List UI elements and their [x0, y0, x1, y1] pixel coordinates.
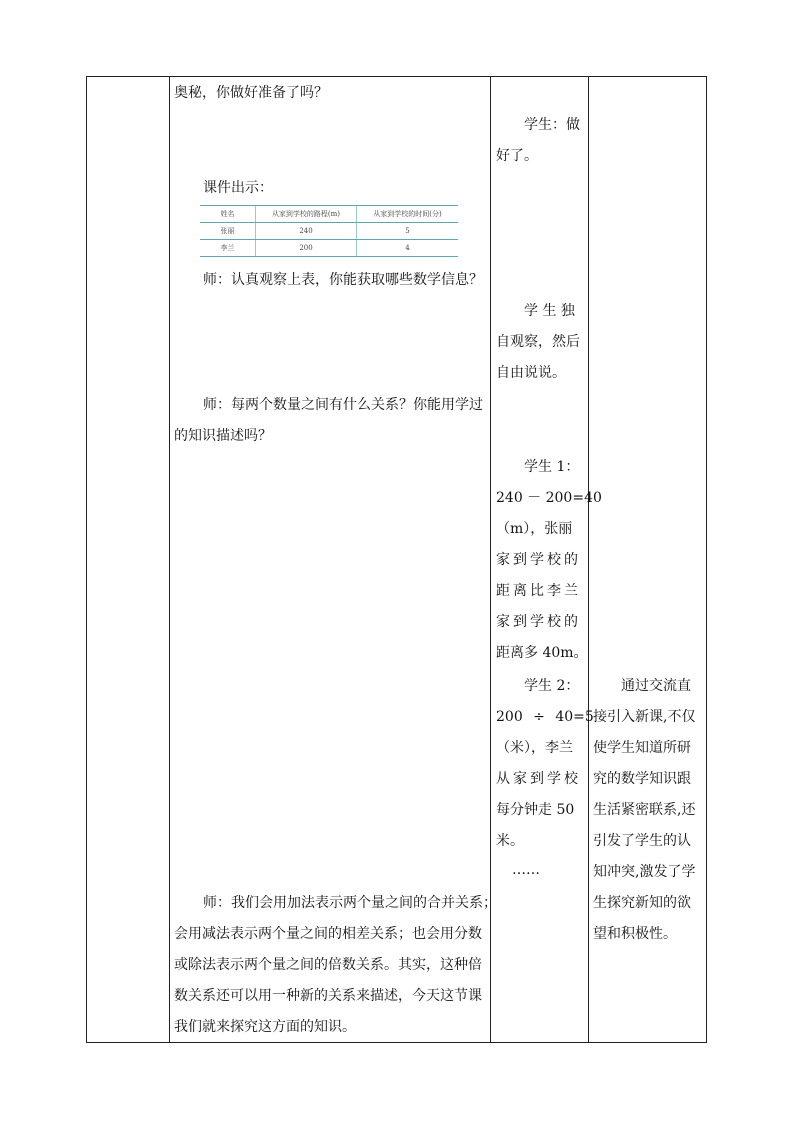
ellipsis: …… [512, 862, 540, 878]
table-row [200, 240, 458, 257]
text-line: 使学生知道所研 [593, 740, 691, 756]
summary-line: 会用减法表示两个量之间的相差关系；也会用分数 [174, 926, 482, 942]
column-divider-3 [588, 77, 589, 1042]
text-line: 好了。 [496, 148, 538, 164]
text-line: 自观察，然后 [496, 334, 580, 350]
table-header-row [200, 206, 458, 223]
question-1: 师：认真观察上表，你能获取哪些数学信息？ [203, 272, 483, 288]
text-line: 家到学校的 [496, 552, 581, 568]
text-line: 240 － 200=40 [496, 490, 602, 506]
text-line: 从家到学校 [496, 771, 581, 787]
text-line: 每分钟走 50 [496, 802, 575, 818]
teacher-summary [174, 888, 497, 1043]
text-line: 学生 1： [524, 459, 580, 475]
text-line: 生活紧密联系,还 [593, 802, 696, 818]
text-line: 学生 2： [524, 678, 580, 694]
text-line: 知冲突,激发了学 [593, 864, 696, 880]
text-line: 家到学校的 [496, 614, 581, 630]
summary-line: 我们就来探究这方面的知识。 [174, 1019, 356, 1035]
student-observe [496, 296, 582, 389]
table-header-cell: 姓名 [200, 206, 256, 223]
student-answer-2 [496, 671, 594, 857]
text-line: 自由说说。 [496, 365, 566, 381]
text-line: （m），张丽 [496, 521, 573, 537]
student-reply-1 [496, 110, 582, 172]
text-line: 通过交流直 [621, 678, 691, 694]
text-line: 米。 [496, 833, 524, 849]
question-2-line-2: 的知识描述吗？ [174, 428, 272, 444]
text-line: 距离比李兰 [496, 583, 581, 599]
text-line: （米），李兰 [496, 740, 573, 756]
text-line: 引发了学生的认 [593, 833, 691, 849]
design-intent [593, 671, 703, 950]
table-header-cell: 从家到学校的时间(分) [357, 206, 459, 223]
table-row [200, 223, 458, 240]
text-line: 接引入新课,不仅 [593, 709, 696, 725]
table-cell: 200 [256, 240, 357, 257]
summary-line: 或除法表示两个量之间的倍数关系。其实，这种倍 [174, 957, 482, 973]
text-line: 生探究新知的欲 [593, 895, 691, 911]
text-line: 距离多 40m。 [496, 645, 588, 661]
table-cell: 张丽 [200, 223, 256, 240]
text-line: 学生：做 [524, 117, 580, 133]
distance-time-table [200, 205, 458, 257]
table-header-cell: 从家到学校的路程(m) [256, 206, 357, 223]
summary-line: 数关系还可以用一种新的关系来描述，今天这节课 [174, 988, 482, 1004]
text-line: 200 ÷ 40=5 [496, 709, 594, 725]
intro-line: 奥秘，你做好准备了吗？ [174, 85, 328, 101]
summary-line: 师：我们会用加法表示两个量之间的合并关系； [203, 895, 497, 911]
question-2-line-1: 师：每两个数量之间有什么关系？你能用学过 [203, 397, 483, 413]
table-cell: 4 [357, 240, 459, 257]
courseware-label: 课件出示： [203, 180, 273, 196]
text-line: 望和积极性。 [593, 926, 677, 942]
text-line: 学 生 独 [524, 303, 575, 319]
column-divider-1 [169, 77, 170, 1042]
table-cell: 李兰 [200, 240, 256, 257]
student-answer-1 [496, 452, 602, 669]
table-cell: 5 [357, 223, 459, 240]
table-cell: 240 [256, 223, 357, 240]
text-line: 究的数学知识跟 [593, 771, 691, 787]
